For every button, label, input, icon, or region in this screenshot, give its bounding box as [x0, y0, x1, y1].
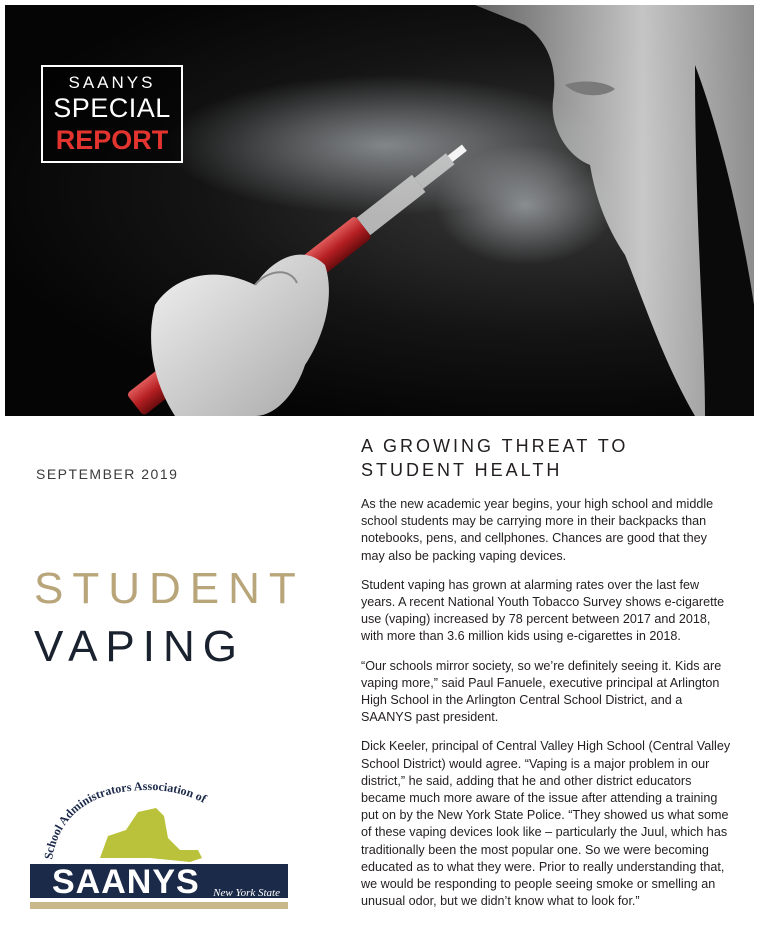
article-paragraph: Student vaping has grown at alarming rates over the last few years. A recent National Youth Tobacco Survey shows e-cigarette use (vaping) increased by 78 percent between 2017 and 2018, with more than 3.6 million kids using e-cigarettes in 2018. — [361, 577, 725, 644]
badge-line-1: SAANYS — [68, 73, 156, 92]
article-headline — [361, 434, 741, 482]
logo-gold-bar — [30, 902, 288, 909]
headline-line-1: A GROWING THREAT TO — [361, 436, 629, 456]
article-paragraph: “Our schools mirror society, so we’re definitely seeing it. Kids are vaping more,” said Paul Fanuele, executive principal at Arlington High School in the Arlington Central School District, and a SAANYS past president. — [361, 658, 722, 725]
badge-line-3: REPORT — [55, 125, 169, 155]
article-paragraph: Dick Keeler, principal of Central Valley High School (Central Valley School District) would agree. “Vaping is a major problem in our district,” he said, adding that he and other district educators became much more aware of the issue after attending a training put on by the New York State Police. “They showed us what some of these vaping devices look like – particularly the Juul, which has traditionally been the most popular one. So we were becoming educated as to what they were. Prior to really understanding that, we would be responding to people seeing smoke or smelling an unusual odor, but we didn’t know what to look for.” — [361, 739, 731, 909]
logo-state-text: New York State — [213, 887, 280, 899]
issue-date: SEPTEMBER 2019 — [36, 466, 179, 482]
article-body — [361, 496, 733, 922]
new-york-state-shape — [100, 808, 202, 862]
article-paragraph: As the new academic year begins, your high school and middle school students may be carrying more in their backpacks than notebooks, pens, and cellphones. Chances are good that they may also be packing vaping devices. — [361, 497, 714, 563]
hero-photo — [5, 5, 754, 416]
cover-title-line-1: STUDENT — [34, 564, 305, 613]
logo-wordmark: SAANYS — [52, 863, 200, 901]
headline-line-2: STUDENT HEALTH — [361, 460, 563, 480]
saanys-logo — [30, 778, 300, 918]
cover-title-line-2: VAPING — [34, 622, 246, 671]
logo-arc-text: School Administrators Association of — [41, 778, 209, 861]
badge-line-2: SPECIAL — [53, 93, 171, 123]
special-report-badge — [41, 65, 183, 163]
